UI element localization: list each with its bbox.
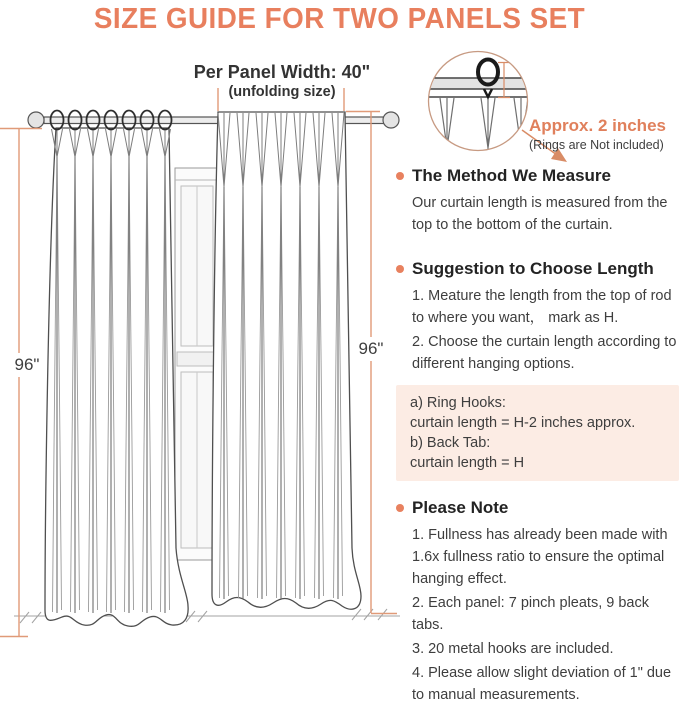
formula-line: curtain length = H — [410, 455, 525, 471]
section-heading-suggestion — [396, 258, 679, 280]
bullet-icon — [396, 504, 404, 512]
ring-gap-label: Approx. 2 inches — [529, 116, 666, 135]
length-formula-box — [396, 385, 679, 481]
rod-finial-right — [383, 112, 399, 128]
panel-width-label: Per Panel Width: 40" — [193, 62, 371, 82]
curtain-panel-left — [45, 128, 188, 626]
formula-line: b) Back Tab: — [410, 435, 491, 451]
info-column — [396, 165, 679, 706]
rod-finial-left — [28, 112, 44, 128]
section-paragraph: 4. Please allow slight deviation of 1" due to manual measurements. — [412, 665, 672, 703]
curtain-panel-right — [212, 112, 361, 609]
section-paragraph: 3. 20 metal hooks are included. — [412, 641, 614, 657]
formula-line: curtain length = H-2 inches approx. — [410, 415, 636, 431]
height-measure-left — [0, 129, 42, 637]
section-heading-text: The Method We Measure — [412, 166, 611, 185]
section-paragraph: 1. Meature the length from the top of rod to where you want， mark as H. — [412, 288, 672, 326]
section-paragraph: 1. Fullness has already been made with 1.6x fullness ratio to ensure the optimal hanging effect. — [412, 527, 668, 587]
section-paragraph: Our curtain length is measured from the top to the bottom of the curtain. — [412, 195, 668, 233]
height-measure-right — [346, 112, 397, 614]
height-label-left: 96" — [8, 353, 46, 377]
bullet-icon — [396, 265, 404, 273]
formula-line: a) Ring Hooks: — [410, 395, 506, 411]
section-heading-text: Suggestion to Choose Length — [412, 259, 654, 278]
section-paragraph: 2. Each panel: 7 pinch pleats, 9 back tabs. — [412, 595, 649, 633]
height-label-right: 96" — [352, 337, 390, 361]
section-heading-note — [396, 497, 679, 519]
section-heading-text: Please Note — [412, 498, 509, 517]
ring-gap-sublabel: (Rings are Not included) — [529, 138, 664, 152]
section-heading-measure — [396, 165, 679, 187]
bullet-icon — [396, 172, 404, 180]
section-paragraph: 2. Choose the curtain length according to different hanging options. — [412, 334, 677, 372]
page-title: SIZE GUIDE FOR TWO PANELS SET — [93, 3, 586, 35]
panel-width-sublabel: (unfolding size) — [228, 84, 336, 100]
